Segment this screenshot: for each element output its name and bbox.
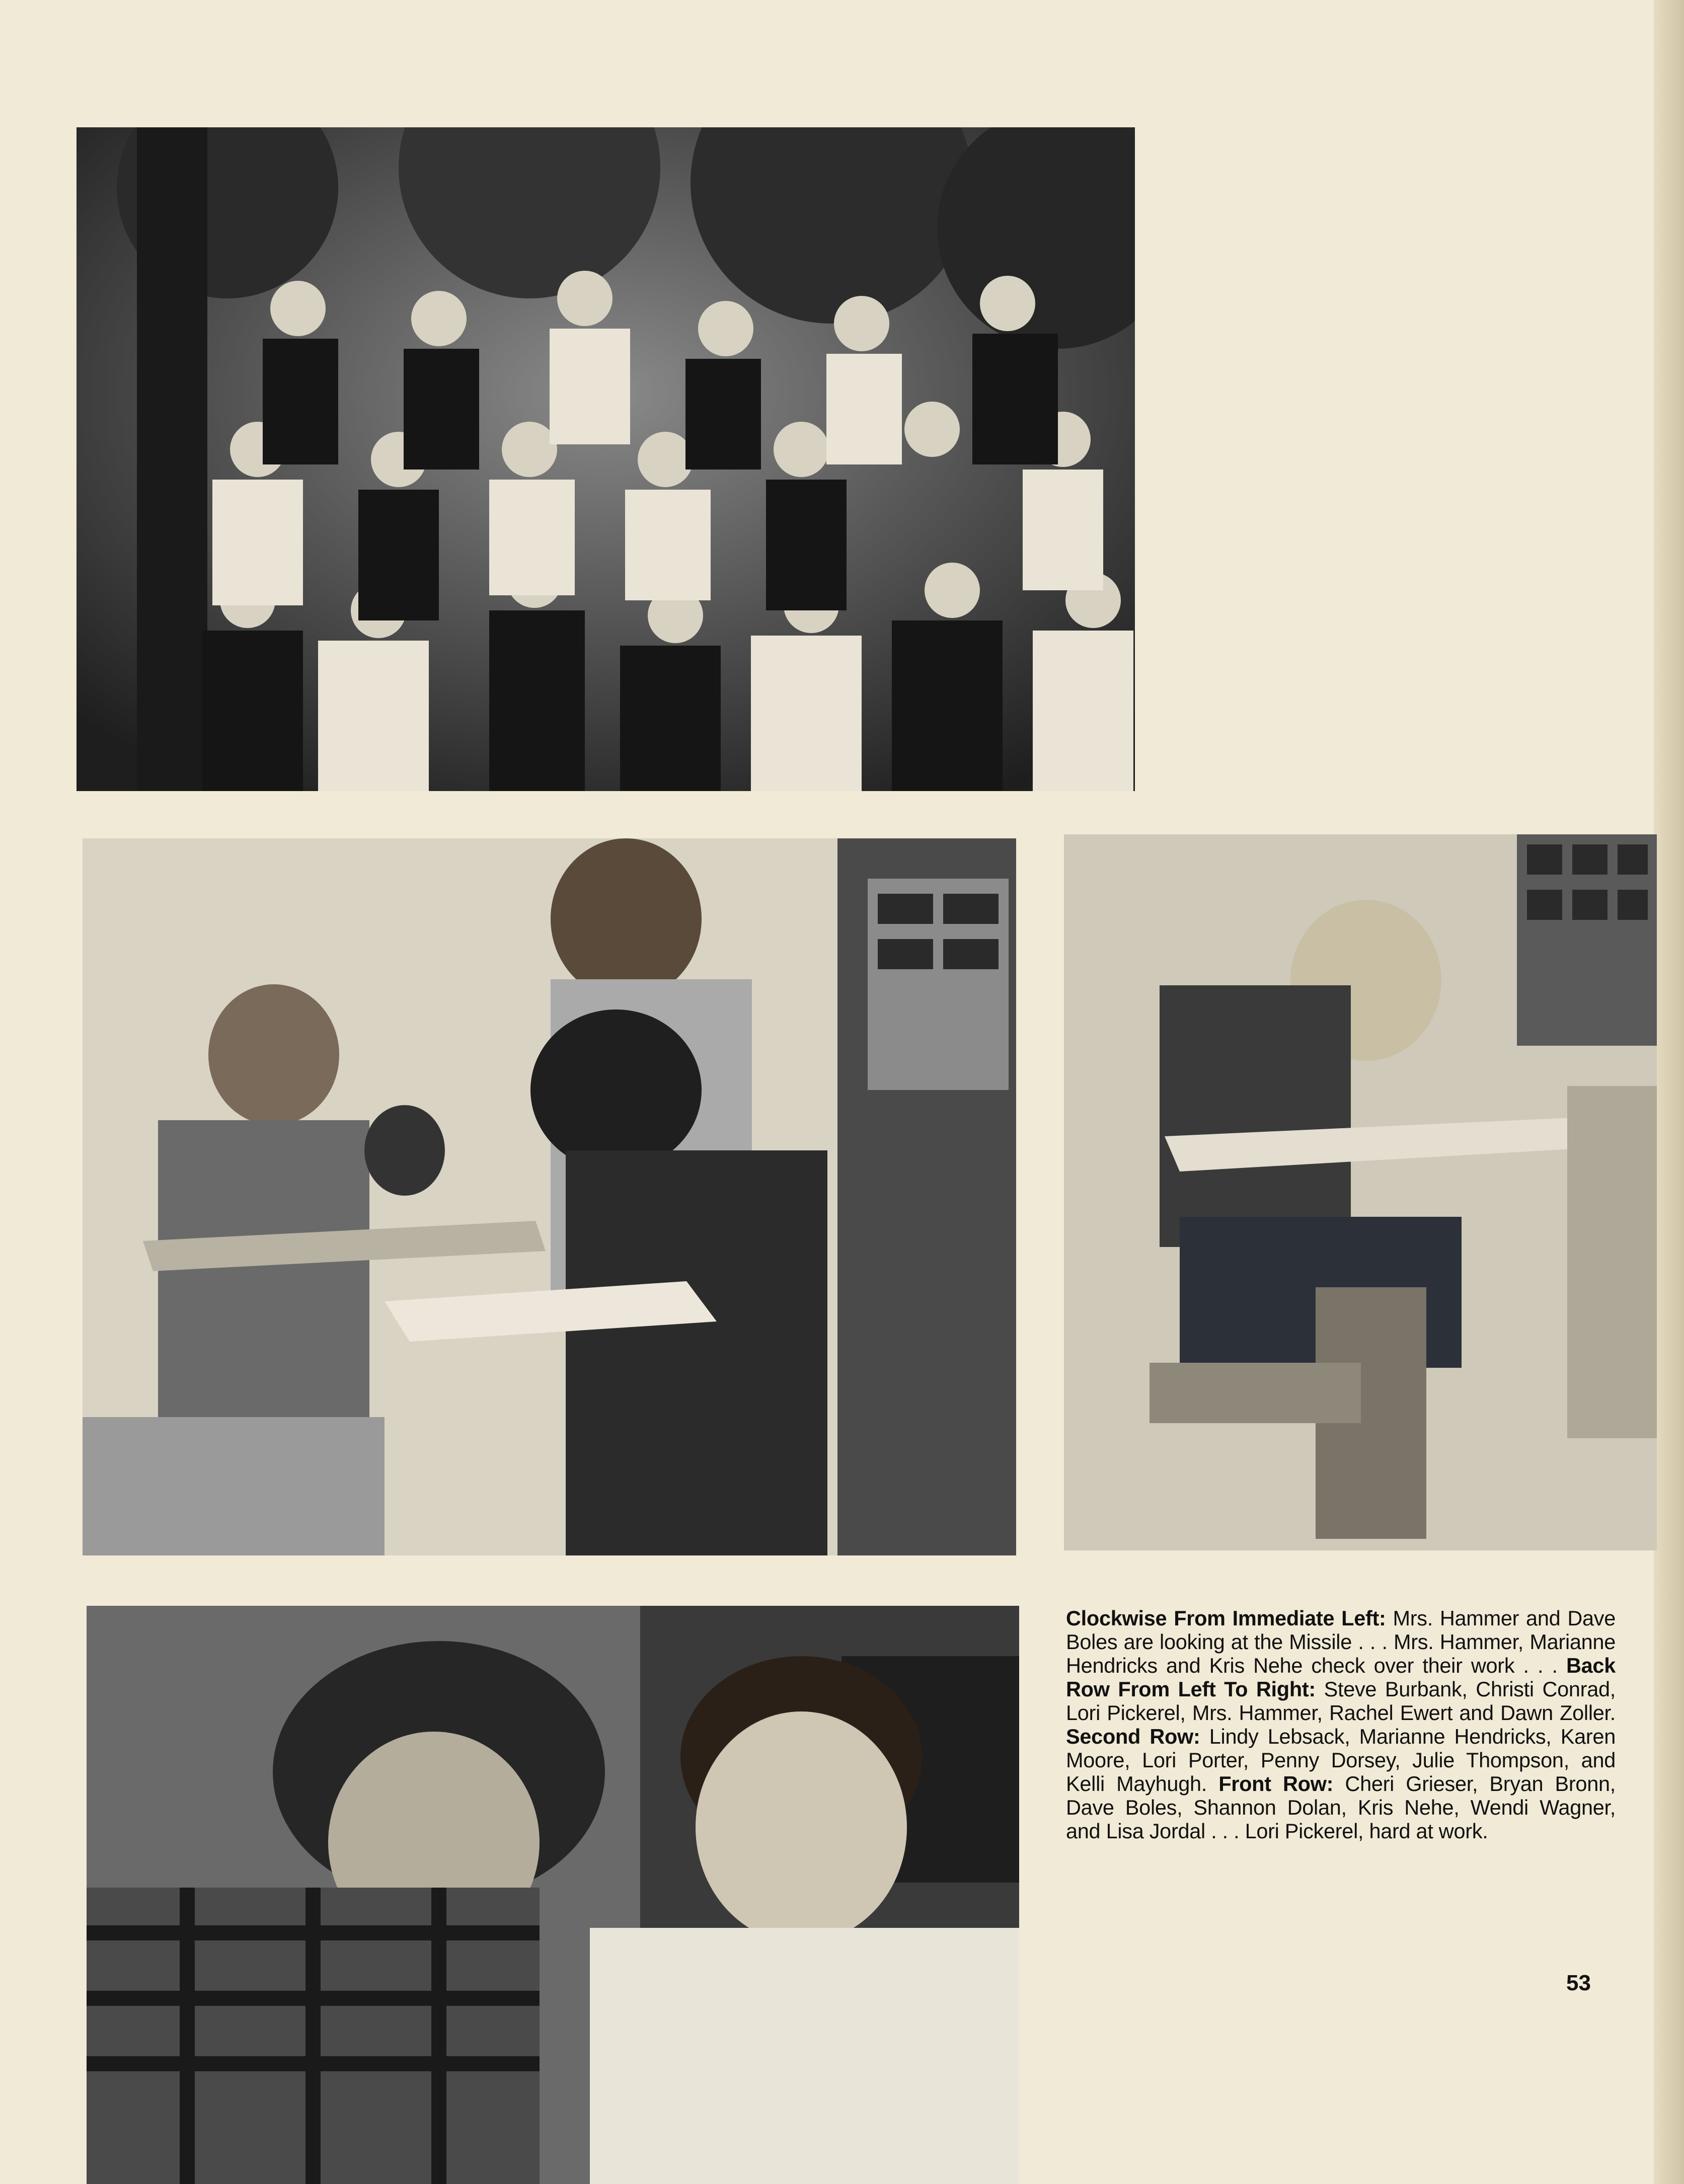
group-photo [76, 127, 1135, 791]
page-edge [1654, 0, 1684, 2184]
student-at-desk-photo [1064, 834, 1657, 1550]
caption-lead: Second Row: [1066, 1725, 1200, 1748]
caption-text: Steve Burbank, Christi Conrad, Lori Pickerel, Mrs. Hammer, Rachel Ewert and Dawn Zoller. [1066, 1677, 1616, 1725]
caption-lead: Back Row From Left To Right: [1066, 1654, 1616, 1701]
students-closeup-photo [87, 1606, 1019, 2184]
caption-lead: Front Row: [1218, 1772, 1334, 1796]
caption-text: Cheri Grieser, Bryan Bronn, Dave Boles, Shannon Dolan, Kris Nehe, Wendi Wagner, and Lisa Jordal . . . Lori Pickerel, hard at work. [1066, 1772, 1616, 1843]
classroom-table-photo [83, 838, 1016, 1555]
caption-lead: Clockwise From Immediate Left: [1066, 1606, 1386, 1630]
caption-text: Mrs. Hammer and Dave Boles are looking at the Missile . . . Mrs. Hammer, Marianne Hendricks and Kris Nehe check over their work . . . [1066, 1606, 1616, 1677]
caption-text: Lindy Lebsack, Marianne Hendricks, Karen Moore, Lori Porter, Penny Dorsey, Julie Thompson, and Kelli Mayhugh. [1066, 1725, 1616, 1796]
caption-section-1 [1066, 1606, 1616, 1677]
page-number: 53 [1566, 1971, 1591, 1995]
photo-caption [1066, 1606, 1616, 1843]
